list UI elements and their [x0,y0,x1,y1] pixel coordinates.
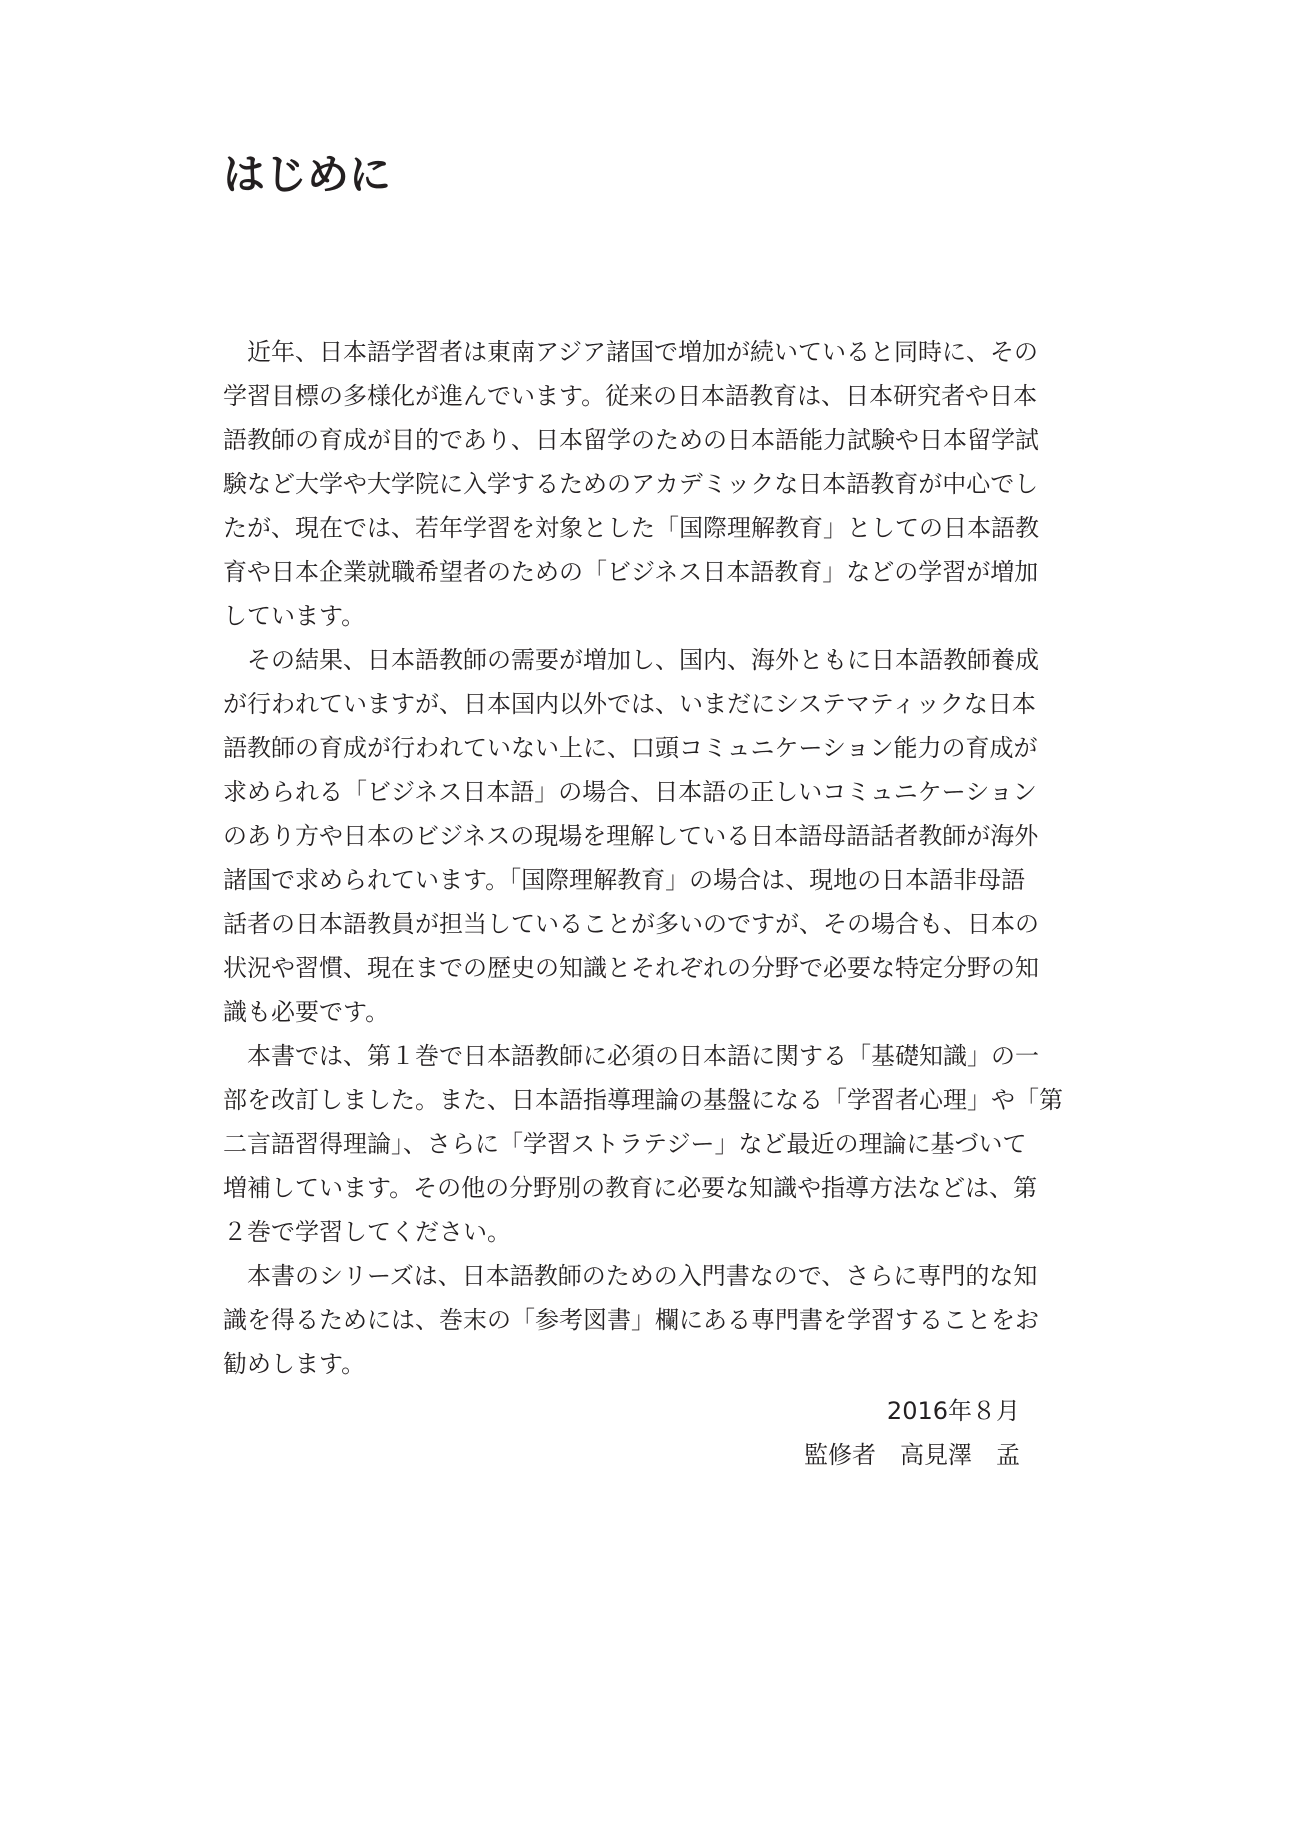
text-line: 勧めします。 [223,1350,366,1378]
text-line: 二言語習得理論」、さらに「学習ストラテジー」など最近の理論に基づいて [223,1130,1027,1158]
text-line: たが、現在では、若年学習を対象とした「国際理解教育」としての日本語教 [223,514,1039,542]
text-line: のあり方や日本のビジネスの現場を理解している日本語母語話者教師が海外 [223,822,1039,850]
text-line: その結果、日本語教師の需要が増加し、国内、海外ともに日本語教師養成 [223,646,1039,674]
text-line: 増補しています。その他の分野別の教育に必要な知識や指導方法などは、第 [223,1174,1038,1202]
signature-block [804,1389,1020,1477]
text-line: 近年、日本語学習者は東南アジア諸国で増加が続いていると同時に、その [223,338,1039,366]
text-line: しています。 [223,602,366,630]
text-line: 部を改訂しました。また、日本語指導理論の基盤になる「学習者心理」や「第 [223,1086,1063,1114]
text-line: 験など大学や大学院に入学するためのアカデミックな日本語教育が中心でし [223,470,1039,498]
text-line: 求められる「ビジネス日本語」の場合、日本語の正しいコミュニケーション [223,778,1037,806]
text-line: 語教師の育成が目的であり、日本留学のための日本語能力試験や日本留学試 [223,426,1039,454]
text-line: 状況や習慣、現在までの歴史の知識とそれぞれの分野で必要な特定分野の知 [223,954,1039,982]
preface-body [223,330,1083,1386]
text-line: が行われていますが、日本国内以外では、いまだにシステマティックな日本 [223,690,1036,718]
text-line: 識も必要です。 [223,998,390,1026]
text-line: 学習目標の多様化が進んでいます。従来の日本語教育は、日本研究者や日本 [223,382,1038,410]
text-line: 諸国で求められています。「国際理解教育」の場合は、現地の日本語非母語 [223,866,1026,894]
text-line: 話者の日本語教員が担当していることが多いのですが、その場合も、日本の [223,910,1039,938]
signature-author: 監修者 高見澤 孟 [804,1441,1020,1469]
text-line: 語教師の育成が行われていない上に、口頭コミュニケーション能力の育成が [223,734,1038,762]
text-line: 育や日本企業就職希望者のための「ビジネス日本語教育」などの学習が増加 [223,558,1039,586]
signature-date: 2016年８月 [886,1397,1020,1425]
text-line: 識を得るためには、巻末の「参考図書」欄にある専門書を学習することをお [223,1306,1039,1334]
text-line: ２巻で学習してください。 [223,1218,511,1246]
text-line: 本書では、第１巻で日本語教師に必須の日本語に関する「基礎知識」の一 [223,1042,1039,1070]
page-title: はじめに [223,150,392,199]
text-line: 本書のシリーズは、日本語教師のための入門書なので、さらに専門的な知 [223,1262,1038,1290]
